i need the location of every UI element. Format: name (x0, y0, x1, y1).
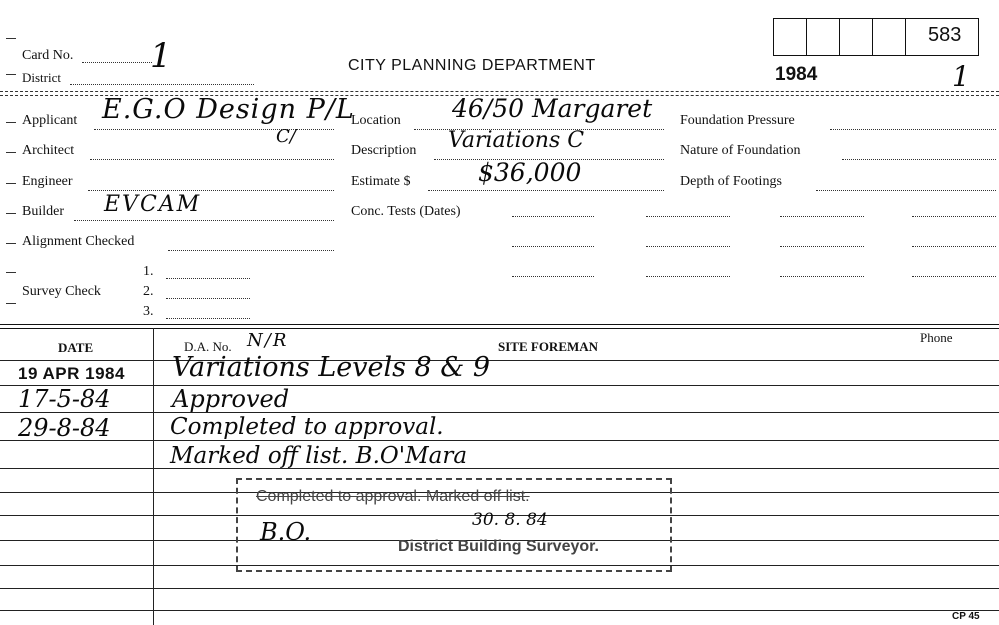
stamp-signature: B.O. (260, 518, 312, 546)
survey-line-3-label: 3. (143, 304, 154, 319)
stamp-line-3: District Building Surveyor. (398, 538, 599, 555)
survey-label: Survey Check (22, 284, 101, 299)
row-date: 19 APR 1984 (18, 364, 125, 383)
edge-tick (6, 213, 16, 214)
row-date: 29-8-84 (18, 414, 111, 442)
row-entry: Marked off list. B.O'Mara (170, 443, 468, 469)
location-label: Location (351, 113, 401, 128)
approval-stamp (236, 478, 672, 572)
card-number: 583 (928, 24, 962, 46)
row-entry: Variations Levels 8 & 9 (172, 352, 491, 383)
edge-tick (6, 74, 16, 75)
stamp-line-1: Completed to approval. Marked off list. (256, 488, 530, 505)
conc-test-line (512, 246, 594, 247)
edge-tick (6, 122, 16, 123)
conc-test-line (512, 276, 594, 277)
row-entry: Completed to approval. (170, 414, 444, 440)
card-number-box (872, 18, 906, 56)
builder-line (74, 220, 334, 221)
edge-tick (6, 38, 16, 39)
conc-tests-label: Conc. Tests (Dates) (351, 204, 461, 219)
conc-test-line (646, 246, 730, 247)
stamp-date: 30. 8. 84 (472, 510, 548, 530)
table-rule (0, 588, 999, 589)
applicant-sub: C/ (276, 126, 296, 147)
nature-foundation-label: Nature of Foundation (680, 143, 801, 158)
alignment-line (168, 250, 334, 251)
department-title: CITY PLANNING DEPARTMENT (348, 57, 596, 74)
section-rule (0, 324, 999, 325)
table-rule (0, 468, 999, 469)
table-rule (0, 360, 999, 361)
year-label: 1984 (775, 64, 818, 85)
card-number-box (773, 18, 807, 56)
date-header: DATE (58, 340, 94, 355)
card-number-box (806, 18, 840, 56)
card-no-label: Card No. (22, 48, 74, 63)
edge-tick (6, 152, 16, 153)
table-rule (0, 412, 999, 413)
table-rule (0, 440, 999, 441)
conc-test-line (646, 216, 730, 217)
da-label: D.A. No. (184, 339, 232, 354)
applicant-label: Applicant (22, 113, 78, 128)
district-line (70, 84, 254, 85)
edge-tick (6, 303, 16, 304)
row-entry: Approved (172, 385, 290, 413)
header-rule (0, 91, 999, 92)
edge-tick (6, 183, 16, 184)
conc-test-line (512, 216, 594, 217)
architect-label: Architect (22, 143, 75, 158)
architect-line (90, 159, 334, 160)
survey-line (166, 298, 250, 299)
conc-test-line (780, 246, 864, 247)
year-mark: 1 (952, 60, 970, 93)
applicant-value: E.G.O Design P/L (102, 94, 355, 125)
estimate-label: Estimate $ (351, 174, 411, 189)
survey-line-1-label: 1. (143, 264, 154, 279)
survey-line-2-label: 2. (143, 284, 154, 299)
description-label: Description (351, 143, 417, 158)
conc-test-line (912, 246, 996, 247)
engineer-label: Engineer (22, 174, 73, 189)
foundation-pressure-line (830, 129, 996, 130)
conc-test-line (912, 276, 996, 277)
location-value: 46/50 Margaret (452, 94, 653, 123)
applicant-line (94, 129, 334, 130)
card-number-box (839, 18, 873, 56)
description-value: Variations C (448, 128, 585, 153)
estimate-line (428, 190, 664, 191)
card-no-value: 1 (150, 36, 172, 76)
engineer-line (88, 190, 334, 191)
conc-test-line (780, 216, 864, 217)
survey-line (166, 318, 250, 319)
section-rule (0, 328, 999, 329)
table-rule (0, 385, 999, 386)
card-no-line (82, 62, 152, 63)
depth-footings-label: Depth of Footings (680, 174, 782, 189)
estimate-value: $36,000 (478, 158, 582, 187)
edge-tick (6, 272, 16, 273)
conc-test-line (912, 216, 996, 217)
survey-line (166, 278, 250, 279)
edge-tick (6, 243, 16, 244)
conc-test-line (780, 276, 864, 277)
da-value: N/R (247, 330, 289, 351)
alignment-label: Alignment Checked (22, 234, 135, 249)
nature-foundation-line (842, 159, 996, 160)
foundation-pressure-label: Foundation Pressure (680, 113, 795, 128)
date-column-divider (153, 328, 154, 625)
builder-value: EVCAM (104, 192, 202, 217)
builder-label: Builder (22, 204, 64, 219)
row-date: 17-5-84 (18, 385, 111, 413)
phone-label: Phone (920, 330, 953, 345)
site-foreman-label: SITE FOREMAN (498, 339, 599, 354)
table-rule (0, 610, 999, 611)
district-label: District (22, 70, 61, 85)
form-code: CP 45 (952, 611, 980, 622)
depth-footings-line (816, 190, 996, 191)
conc-test-line (646, 276, 730, 277)
